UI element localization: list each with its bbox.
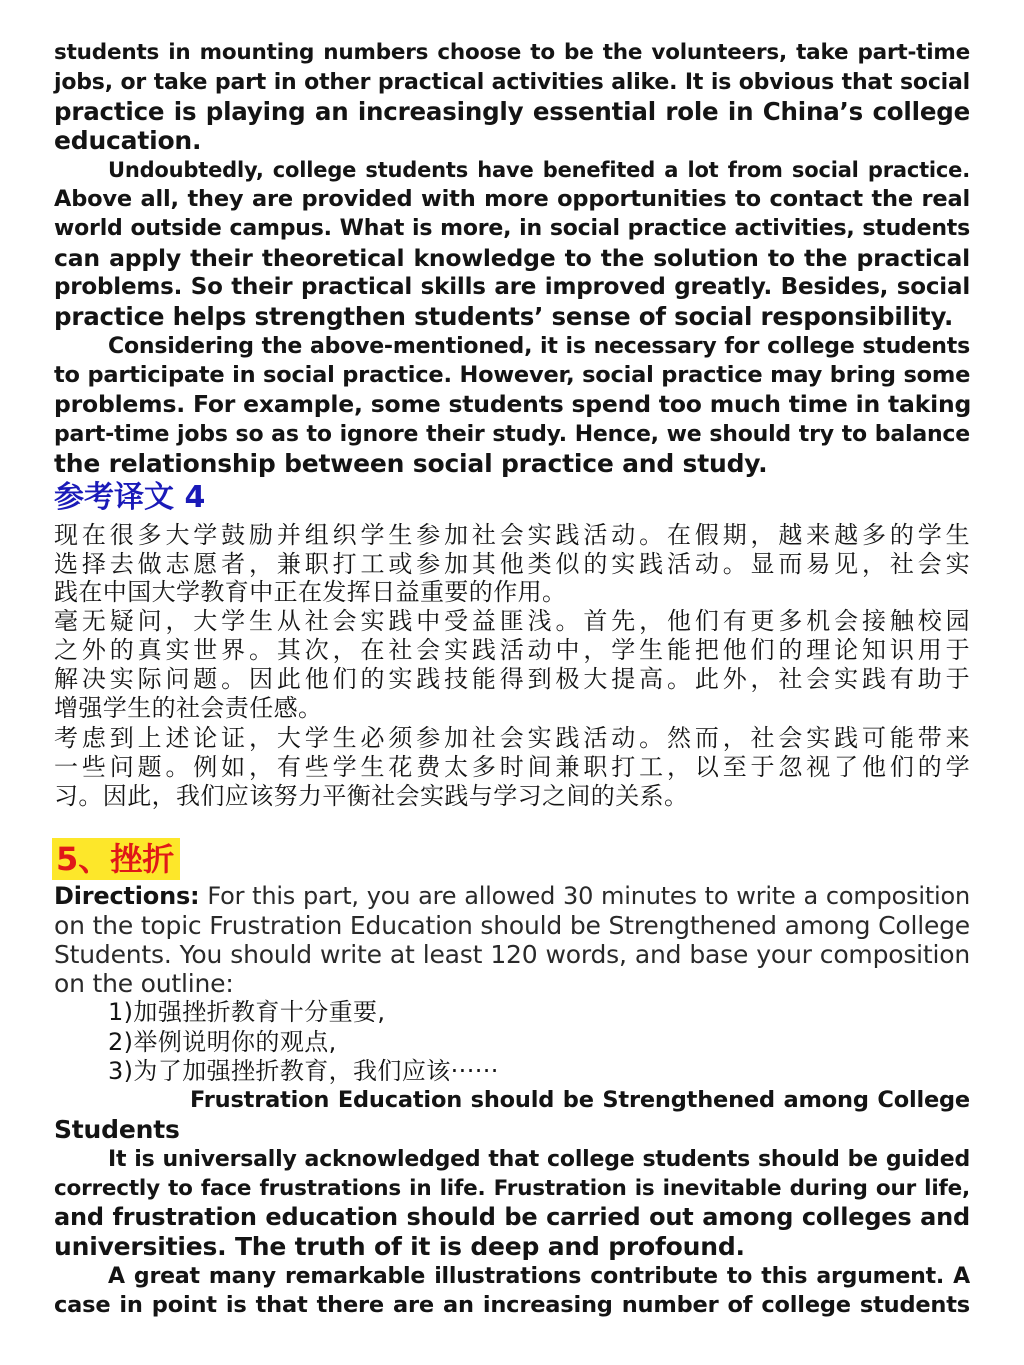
text-line: education. [54,126,202,155]
essay-line: It is universally acknowledged that college students should be guided [108,1147,970,1172]
text-line: world outside campus. What is more, in social practice activities, students [54,216,970,241]
translation-line: 毫无疑问，大学生从社会实践中受益匪浅。首先，他们有更多机会接触校园 [54,607,970,635]
essay-line: case in point is that there are an increasing number of college students [54,1292,970,1318]
essay-title: Frustration Education should be Strengthened among College [190,1087,970,1113]
translation-line: 考虑到上述论证，大学生必须参加社会实践活动。然而，社会实践可能带来 [54,724,970,752]
text-line: Considering the above-mentioned, it is necessary for college students [108,334,970,359]
text-line: can apply their theoretical knowledge to the solution to the practical [54,244,970,272]
translation-line: 一些问题。例如，有些学生花费太多时间兼职打工，以至于忽视了他们的学 [54,753,970,781]
translation-line: 增强学生的社会责任感。 [54,694,323,722]
text-line: practice is playing an increasingly essential role in China’s college [54,97,970,126]
directions-line [54,882,970,911]
essay-line: and frustration education should be carried out among colleges and [54,1203,970,1231]
translation-line: 现在很多大学鼓励并组织学生参加社会实践活动。在假期，越来越多的学生 [54,521,970,549]
text-line: problems. For example, some students spend too much time in taking [54,390,972,418]
text-line: jobs, or take part in other practical activities alike. It is obvious that social [54,70,970,95]
directions-text: For this part, you are allowed 30 minutes to write a composition [199,882,970,910]
directions-line: Students. You should write at least 120 words, and base your composition [54,940,970,969]
translation-line: 习。因此，我们应该努力平衡社会实践与学习之间的关系。 [54,782,689,810]
text-line: part-time jobs so as to ignore their study. Hence, we should try to balance [54,422,970,447]
outline-item: 2)举例说明你的观点, [108,1028,337,1056]
section-heading: 5、挫折 [56,840,175,878]
directions-label: Directions: [54,882,200,910]
outline-item: 3)为了加强挫折教育，我们应该······ [108,1057,499,1085]
translation-line: 之外的真实世界。其次，在社会实践活动中，学生能把他们的理论知识用于 [54,636,970,664]
essay-line: correctly to face frustrations in life. Frustration is inevitable during our life, [54,1176,970,1201]
text-line: the relationship between social practice and study. [54,449,768,478]
outline-item: 1)加强挫折教育十分重要, [108,998,386,1026]
directions-line: on the topic Frustration Education should be Strengthened among College [54,911,970,940]
text-line: students in mounting numbers choose to be the volunteers, take part-time [54,40,970,65]
essay-title: Students [54,1115,180,1144]
translation-line: 践在中国大学教育中正在发挥日益重要的作用。 [54,578,567,606]
translation-heading: 参考译文 4 [54,480,206,515]
essay-line: A great many remarkable illustrations contribute to this argument. A [108,1264,970,1289]
essay-line: universities. The truth of it is deep and profound. [54,1232,745,1261]
translation-line: 选择去做志愿者，兼职打工或参加其他类似的实践活动。显而易见，社会实 [54,550,970,578]
directions-line: on the outline: [54,969,234,998]
translation-line: 解决实际问题。因此他们的实践技能得到极大提高。此外，社会实践有助于 [54,665,970,693]
text-line: Undoubtedly, college students have benefited a lot from social practice. [108,158,970,182]
text-line: Above all, they are provided with more opportunities to contact the real [54,186,970,212]
text-line: to participate in social practice. However, social practice may bring some [54,362,971,388]
text-line: practice helps strengthen students’ sense of social responsibility. [54,302,954,331]
section-heading-highlight [52,838,180,880]
text-line: problems. So their practical skills are improved greatly. Besides, social [54,274,970,300]
